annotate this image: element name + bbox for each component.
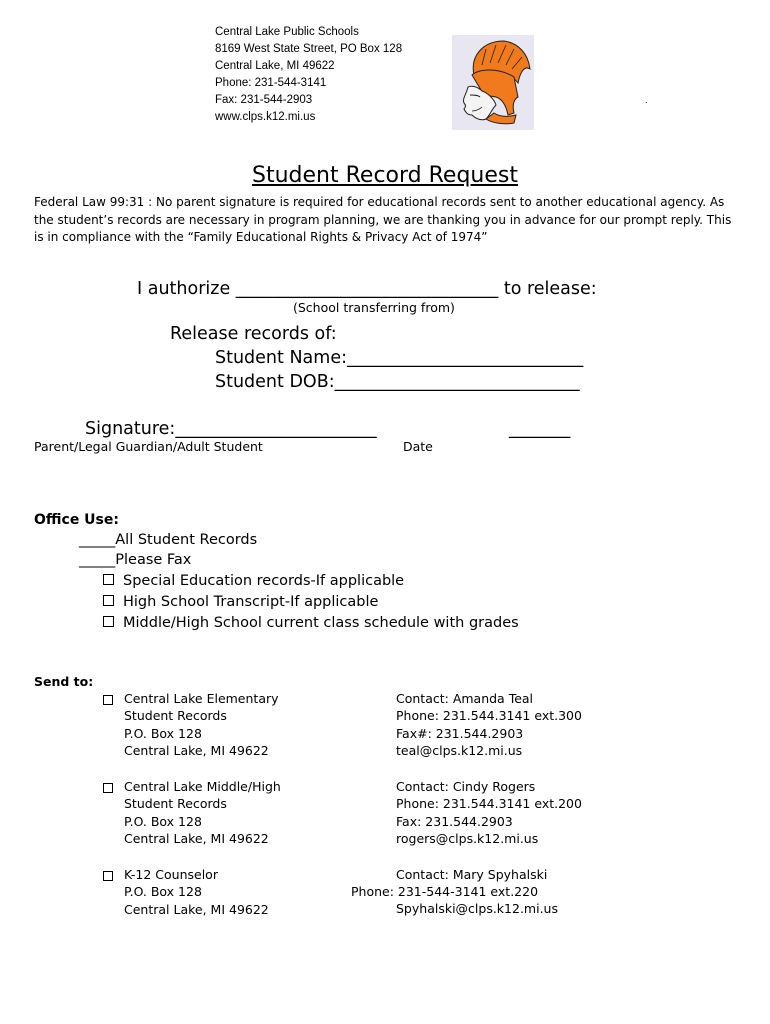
- all-records-line: _____All Student Records: [79, 532, 258, 548]
- school-address-line2: Central Lake, MI 49622: [215, 60, 335, 72]
- contact-middle-high: [396, 778, 582, 847]
- contact-email: rogers@clps.k12.mi.us: [396, 830, 539, 846]
- contact-email: teal@clps.k12.mi.us: [396, 742, 523, 758]
- contact-counselor-name: Contact: Mary Spyhalski: [396, 867, 548, 882]
- office-item-transcript: [103, 594, 378, 610]
- recipient-middle-high: [124, 778, 281, 847]
- contact-counselor-phone: Phone: 231-544-3141 ext.220: [351, 884, 539, 899]
- contact-line: Contact: Amanda Teal: [396, 691, 534, 706]
- school-phone: Phone: 231-544-3141: [215, 77, 327, 89]
- recipient-line: P.O. Box 128: [124, 884, 202, 900]
- recipient-line: Student Records: [124, 796, 227, 812]
- recipient-line: P.O. Box 128: [124, 725, 202, 741]
- school-website: www.clps.k12.mi.us: [215, 111, 316, 123]
- office-item-label: Special Education records-If applicable: [123, 573, 405, 589]
- signature-caption: Parent/Legal Guardian/Adult Student: [34, 439, 263, 454]
- student-name-line: Student Name:___________________________: [215, 348, 584, 368]
- school-address-block: [215, 24, 402, 126]
- recipient-line: Central Lake, MI 49622: [124, 901, 269, 917]
- checkbox-icon: [103, 616, 114, 627]
- student-dob-line: Student DOB:____________________________: [215, 372, 580, 392]
- school-name: Central Lake Public Schools: [215, 26, 359, 38]
- date-line: _______: [509, 419, 571, 439]
- send-to-heading: Send to:: [34, 674, 94, 689]
- office-item-special-ed: [103, 573, 404, 589]
- contact-line: Contact: Cindy Rogers: [396, 779, 536, 794]
- checkbox-icon: [103, 871, 113, 881]
- please-fax-line: _____Please Fax: [79, 552, 192, 568]
- recipient-line: Central Lake, MI 49622: [124, 742, 269, 758]
- authorize-line: I authorize ______________________________ to release:: [137, 279, 597, 299]
- release-heading: Release records of:: [170, 324, 337, 344]
- recipient-line: K-12 Counselor: [124, 867, 218, 882]
- recipient-line: P.O. Box 128: [124, 813, 202, 829]
- school-address-line1: 8169 West State Street, PO Box 128: [215, 43, 403, 55]
- signature-line: Signature:_______________________: [85, 419, 377, 439]
- page-title: Student Record Request: [252, 163, 518, 188]
- recipient-line: Central Lake Elementary: [124, 691, 279, 706]
- stray-dot: .: [645, 96, 648, 105]
- contact-counselor-email: Spyhalski@clps.k12.mi.us: [396, 901, 558, 916]
- law-paragraph: Federal Law 99:31 : No parent signature is required for educational records sent to another educational agency. As the student’s records are necessary in program planning, we are thanking you in advance for our prompt reply. This is in compliance with the “Family Educational Rights & Privacy Act of 1974”: [34, 195, 732, 244]
- contact-line: Fax#: 231.544.2903: [396, 725, 524, 741]
- recipient-line: Central Lake, MI 49622: [124, 830, 269, 846]
- recipient-line: Central Lake Middle/High: [124, 779, 281, 794]
- date-caption: Date: [403, 439, 433, 454]
- checkbox-icon: [103, 574, 114, 585]
- contact-line: Fax: 231.544.2903: [396, 813, 513, 829]
- office-item-label: High School Transcript-If applicable: [123, 594, 379, 610]
- checkbox-icon: [103, 783, 113, 793]
- office-item-schedule: [103, 615, 519, 631]
- office-item-label: Middle/High School current class schedule with grades: [123, 615, 519, 631]
- checkbox-icon: [103, 595, 114, 606]
- recipient-line: Student Records: [124, 708, 227, 724]
- contact-line: Phone: 231.544.3141 ext.300: [396, 708, 582, 724]
- recipient-counselor: [124, 866, 269, 918]
- authorize-caption: (School transferring from): [293, 300, 455, 315]
- checkbox-icon: [103, 695, 113, 705]
- contact-line: Phone: 231.544.3141 ext.200: [396, 796, 582, 812]
- spartan-warrior-logo: [452, 35, 534, 130]
- contact-elementary: [396, 690, 582, 759]
- office-use-heading: Office Use:: [34, 512, 119, 528]
- school-fax: Fax: 231-544-2903: [215, 94, 313, 106]
- recipient-elementary: [124, 690, 279, 759]
